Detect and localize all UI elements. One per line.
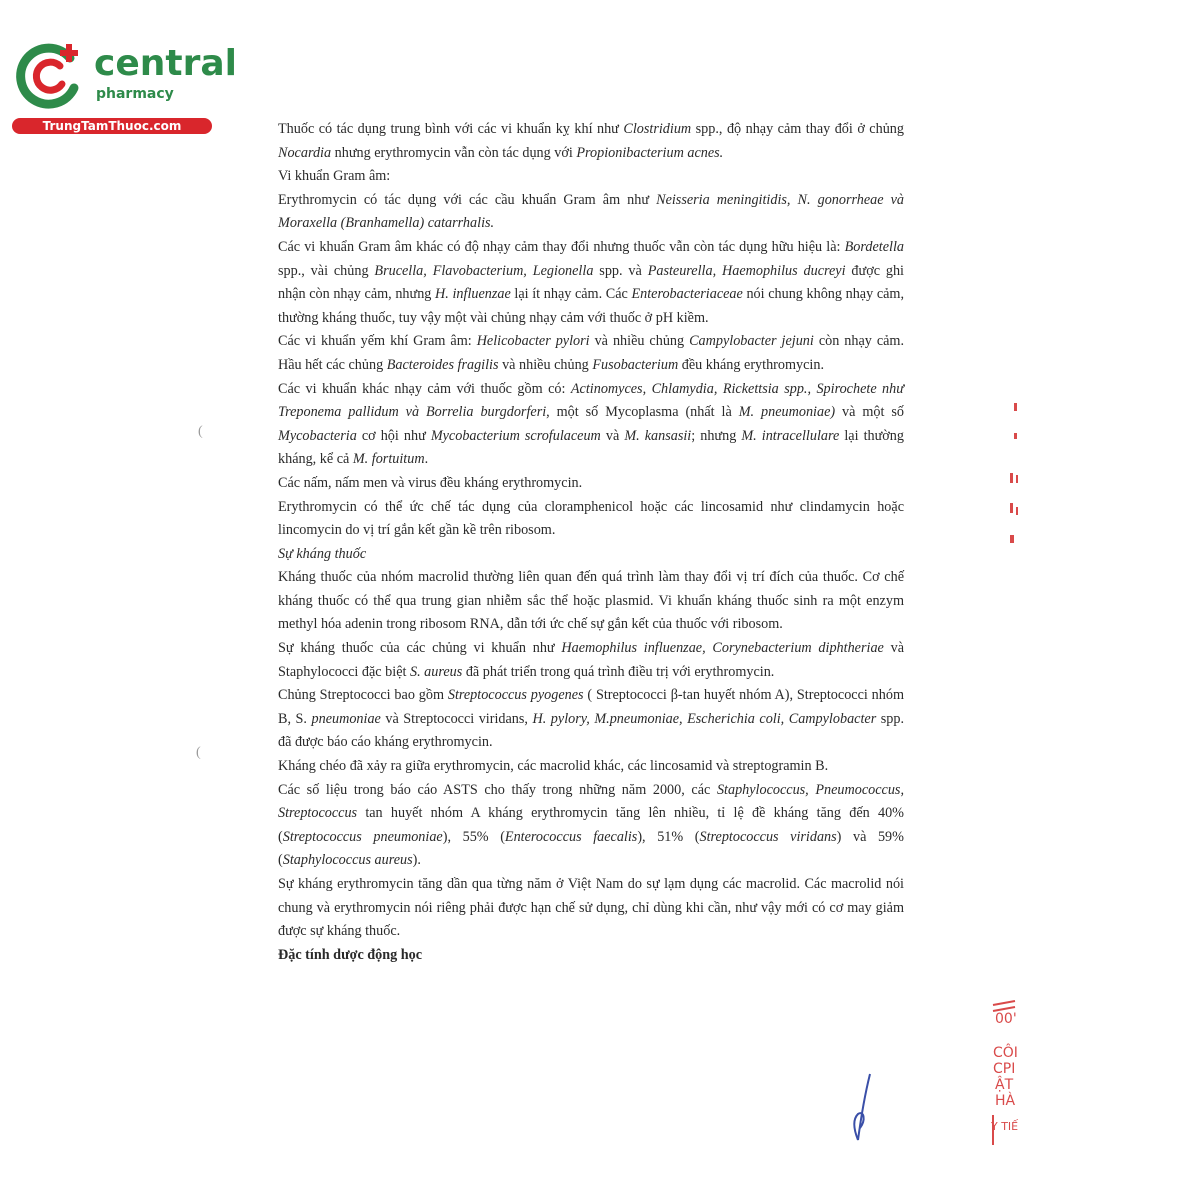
stamp-text-6: Y TIẾ	[991, 1120, 1019, 1133]
doc-paragraph: Kháng chéo đã xảy ra giữa erythromycin, các macrolid khác, các lincosamid và streptogramin B.	[278, 758, 829, 775]
margin-mark: (	[196, 745, 201, 760]
doc-paragraph: Vi khuẩn Gram âm:	[278, 168, 391, 185]
doc-paragraph: Sự kháng erythromycin tăng dần qua từng năm ở Việt Nam do sự lạm dụng các macrolid. Các macrolid nói chung và erythromycin nói riêng phải được hạn chế sử dụng, chỉ dùng khi cần, như vậy mới có cơ may giảm được sự kháng thuốc.	[278, 876, 904, 940]
stamp-text-1: 00'	[995, 1011, 1017, 1027]
doc-paragraph: Các nấm, nấm men và virus đều kháng erythromycin.	[278, 474, 583, 491]
stamp-text-5: HÀ	[995, 1093, 1016, 1109]
doc-paragraph: Thuốc có tác dụng trung bình với các vi khuẩn kỵ khí như Clostridium spp., độ nhạy cảm thay đổi ở chủng Nocardia nhưng erythromycin vẫn còn tác dụng với Propionibacterium acnes.	[278, 121, 904, 161]
doc-paragraph: Các vi khuẩn khác nhạy cảm với thuốc gồm có: Actinomyces, Chlamydia, Rickettsia spp., Spirochete như Treponema pallidum và Borrelia burgdorferi, một số Mycoplasma (nhất là M. pneumoniae) và một số Mycobacteria cơ hội như Mycobacterium scrofulaceum và M. kansasii; nhưng M. intracellulare lại thường kháng, kể cả M. fortuitum.	[278, 380, 904, 468]
doc-paragraph: Sự kháng thuốc	[278, 545, 367, 562]
logo-subtitle: pharmacy	[96, 86, 174, 102]
doc-paragraph: Các vi khuẩn Gram âm khác có độ nhạy cảm thay đổi nhưng thuốc vẫn còn tác dụng hữu hiệu là: Bordetella spp., vài chủng Brucella, Flavobacterium, Legionella spp. và Pasteurella, Haemophilus ducreyi được ghi nhận còn nhạy cảm, nhưng H. influenzae lại ít nhạy cảm. Các Enterobacteriaceae nói chung không nhạy cảm, thường kháng thuốc, tuy vậy một vài chủng nhạy cảm với thuốc ở pH kiềm.	[278, 238, 905, 326]
document-body	[278, 118, 904, 967]
logo-name: central	[94, 43, 237, 84]
stamp-text-2: CÔI	[993, 1045, 1018, 1061]
stamp-text-3: CPI	[993, 1061, 1016, 1077]
doc-paragraph: Các số liệu trong báo cáo ASTS cho thấy trong những năm 2000, các Staphylococcus, Pneumococcus, Streptococcus tan huyết nhóm A kháng erythromycin tăng lên nhiều, tỉ lệ đề kháng tăng đến 40% (Streptococcus pneumoniae), 55% (Enterococcus faecalis), 51% (Streptococcus viridans) và 59% (Staphylococcus aureus).	[278, 781, 904, 869]
logo-url-badge: TrungTamThuoc.com	[12, 118, 212, 134]
central-pharmacy-logo[interactable]	[8, 36, 237, 136]
doc-paragraph: Sự kháng thuốc của các chủng vi khuẩn như Haemophilus influenzae, Corynebacterium diphtheriae và Staphylococci đặc biệt S. aureus đã phát triển trong quá trình điều trị với erythromycin.	[278, 640, 904, 680]
margin-stamp-marks	[1000, 395, 1030, 555]
doc-paragraph: Erythromycin có tác dụng với các cầu khuẩn Gram âm như Neisseria meningitidis, N. gonorrheae và Moraxella (Branhamella) catarrhalis.	[278, 191, 904, 232]
margin-mark: (	[198, 424, 203, 439]
doc-paragraph: Các vi khuẩn yếm khí Gram âm: Helicobacter pylori và nhiều chủng Campylobacter jejuni còn nhạy cảm. Hầu hết các chủng Bacteroides fragilis và nhiều chủng Fusobacterium đều kháng erythromycin.	[278, 333, 904, 373]
doc-paragraph: Kháng thuốc của nhóm macrolid thường liên quan đến quá trình làm thay đổi vị trí đích của thuốc. Cơ chế kháng thuốc có thể qua trung gian nhiễm sắc thể hoặc plasmid. Vi khuẩn kháng thuốc sinh ra một enzym methyl hóa adenin trong ribosom RNA, dẫn tới ức chế sự gắn kết của thuốc với ribosom.	[278, 569, 904, 633]
signature	[840, 1070, 880, 1150]
doc-paragraph: Đặc tính dược động học	[278, 946, 423, 963]
doc-paragraph: Erythromycin có thể ức chế tác dụng của cloramphenicol hoặc các lincosamid như clindamycin hoặc lincomycin do vị trí gắn kết gần kề trên ribosom.	[278, 498, 904, 539]
stamp-fragment	[985, 995, 1025, 1155]
pharmacy-cross-icon	[12, 40, 88, 110]
stamp-text-4: ẬT	[995, 1077, 1014, 1093]
doc-paragraph: Chủng Streptococci bao gồm Streptococcus pyogenes ( Streptococci β-tan huyết nhóm A), Streptococci nhóm B, S. pneumoniae và Streptococci viridans, H. pylory, M.pneumoniae, Escherichia coli, Campylobacter spp. đã được báo cáo kháng erythromycin.	[278, 687, 904, 751]
